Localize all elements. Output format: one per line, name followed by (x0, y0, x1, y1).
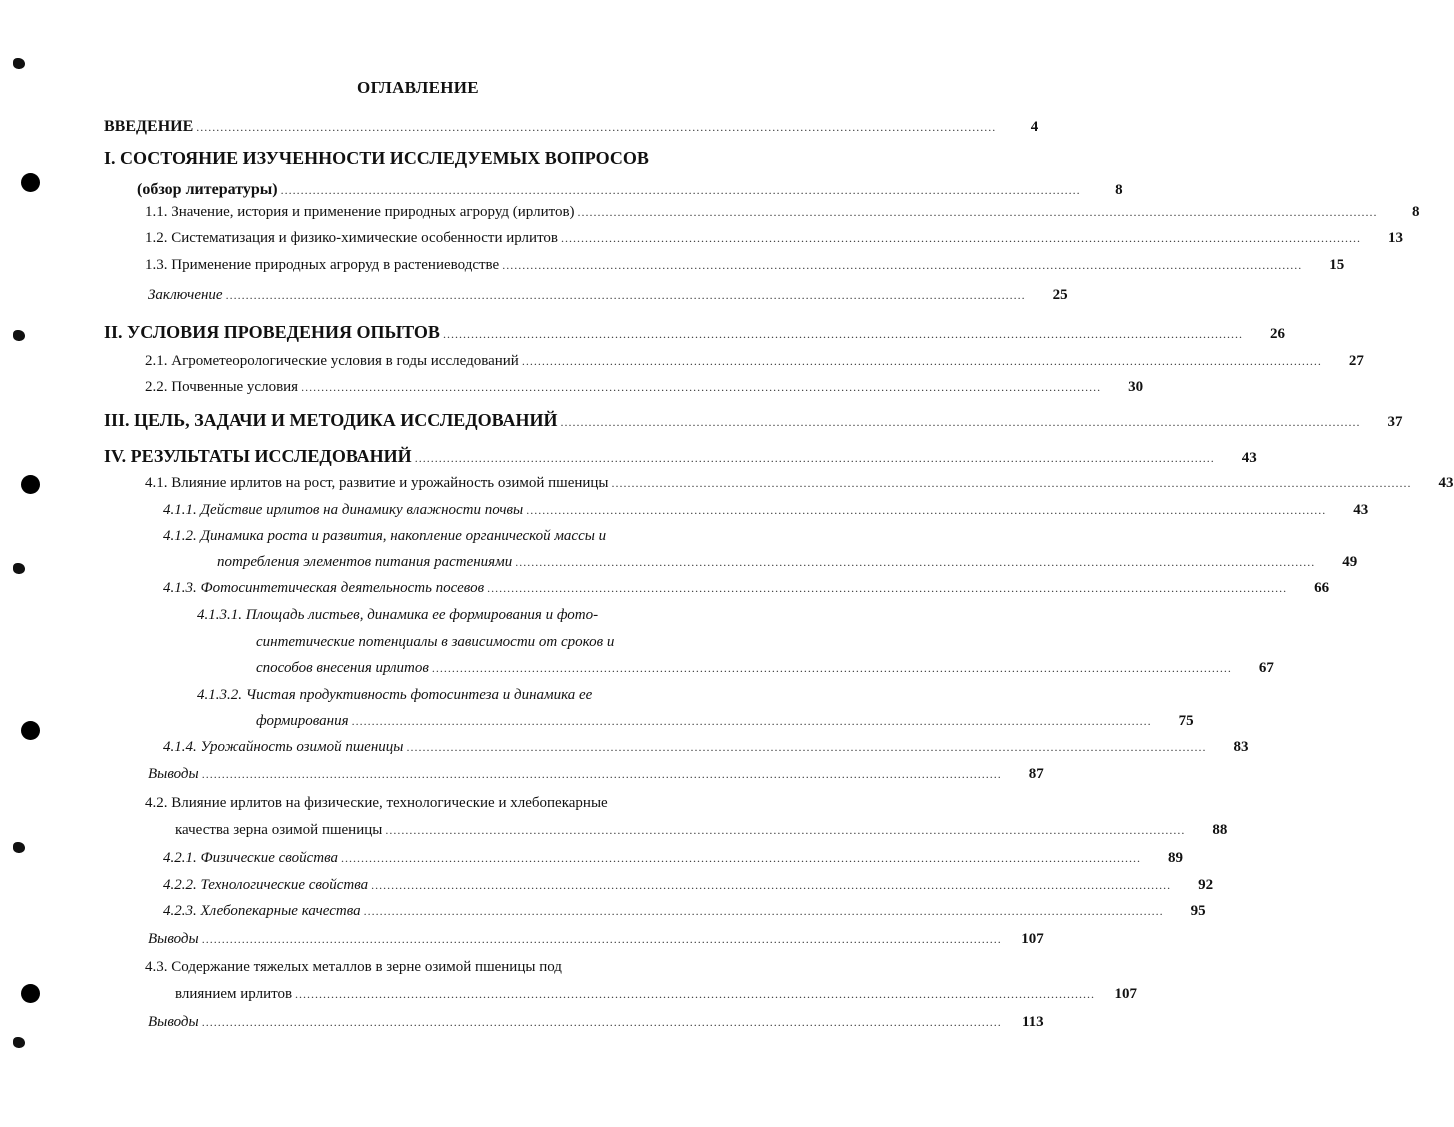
toc-entry-text: 4.1.3. Фотосинтетическая деятельность посевов (163, 580, 485, 596)
toc-entry-line (148, 931, 1044, 953)
toc-title: ОГЛАВЛЕНИЕ (357, 78, 479, 97)
page-number: 4 (1030, 119, 1039, 135)
toc-entry-line (145, 353, 1364, 375)
page-number: 95 (1190, 903, 1206, 919)
scan-smudge (13, 563, 25, 574)
toc-entry-line (197, 607, 744, 629)
dot-leader: ........................................................................................................................................................................................................ (521, 354, 1322, 368)
punch-hole (21, 173, 40, 192)
toc-entry-line (137, 181, 1123, 203)
page-number: 88 (1212, 822, 1228, 838)
page-number: 75 (1178, 713, 1194, 729)
dot-leader: ........................................................................................................................................................................................................ (577, 205, 1378, 219)
toc-entry-text: 4.1.4. Урожайность озимой пшеницы (163, 739, 404, 755)
dot-leader: ........................................................................................................................................................................................................ (196, 120, 997, 134)
toc-entry-line (145, 959, 744, 981)
toc-entry-line (145, 475, 1454, 497)
toc-entry-text: 4.2.2. Технологические свойства (163, 877, 369, 893)
page-number: 66 (1314, 580, 1330, 596)
toc-entry-line (163, 528, 744, 550)
dot-leader: ........................................................................................................................................................................................................ (340, 851, 1141, 865)
punch-hole (21, 721, 40, 740)
dot-leader: ........................................................................................................................................................................................................ (201, 1015, 1002, 1029)
dot-leader: ........................................................................................................................................................................................................ (351, 714, 1152, 728)
toc-entry-text: качества зерна озимой пшеницы (175, 822, 383, 838)
toc-entry-line (104, 446, 1257, 468)
toc-entry-text: синтетические потенциалы в зависимости от сроков и (256, 634, 615, 650)
punch-hole (21, 475, 40, 494)
toc-entry-text: (обзор литературы) (137, 181, 278, 198)
toc-entry-line (256, 660, 1274, 682)
toc-entry-line (163, 850, 1183, 872)
toc-entry-line (256, 713, 1194, 735)
dot-leader: ........................................................................................................................................................................................................ (526, 503, 1327, 517)
toc-entry-text: IV. РЕЗУЛЬТАТЫ ИССЛЕДОВАНИЙ (104, 446, 412, 466)
toc-entry-line (145, 379, 1144, 401)
toc-entry-text: Заключение (148, 287, 223, 303)
toc-entry-line (163, 739, 1249, 761)
dot-leader: ........................................................................................................................................................................................................ (201, 767, 1002, 781)
dot-leader: ........................................................................................................................................................................................................ (487, 581, 1288, 595)
toc-entry-text: 1.1. Значение, история и применение природных агроруд (ирлитов) (145, 204, 575, 220)
page-number: 92 (1198, 877, 1214, 893)
dot-leader: ........................................................................................................................................................................................................ (301, 380, 1102, 394)
toc-entry-line (145, 795, 744, 817)
page-number: 89 (1167, 850, 1183, 866)
page-number: 37 (1387, 414, 1403, 430)
toc-entry-text: II. УСЛОВИЯ ПРОВЕДЕНИЯ ОПЫТОВ (104, 322, 440, 342)
toc-entry-line (217, 554, 1358, 576)
page-number: 8 (1115, 182, 1123, 198)
dot-leader: ........................................................................................................................................................................................................ (363, 904, 1164, 918)
dot-leader: ........................................................................................................................................................................................................ (561, 231, 1362, 245)
page-number: 25 (1052, 287, 1068, 303)
toc-entry-text: влиянием ирлитов (175, 986, 293, 1002)
dot-leader: ........................................................................................................................................................................................................ (502, 258, 1303, 272)
toc-entry-line (104, 148, 744, 170)
page-number: 87 (1028, 766, 1044, 782)
toc-entry-text: I. СОСТОЯНИЕ ИЗУЧЕННОСТИ ИССЛЕДУЕМЫХ ВОПРОСОВ (104, 148, 649, 168)
dot-leader: ........................................................................................................................................................................................................ (442, 327, 1243, 341)
scan-smudge (13, 1037, 25, 1048)
page-number: 26 (1269, 326, 1285, 342)
page-number: 15 (1329, 257, 1345, 273)
dot-leader: ........................................................................................................................................................................................................ (225, 288, 1026, 302)
dot-leader: ........................................................................................................................................................................................................ (515, 555, 1316, 569)
page-number: 43 (1438, 475, 1454, 491)
toc-entry-text: 2.2. Почвенные условия (145, 379, 299, 395)
toc-entry-text: Выводы (148, 766, 199, 782)
dot-leader: ........................................................................................................................................................................................................ (371, 878, 1172, 892)
page-number: 43 (1241, 450, 1257, 466)
toc-entry-line (148, 1014, 1044, 1036)
toc-entry-text: 4.1.3.1. Площадь листьев, динамика ее формирования и фото- (197, 607, 599, 623)
toc-entry-line (104, 322, 1285, 344)
toc-entry-line (175, 986, 1138, 1008)
toc-entry-line (104, 410, 1403, 432)
toc-entry-line (148, 287, 1068, 309)
page-number: 13 (1388, 230, 1404, 246)
page-number: 8 (1412, 204, 1420, 220)
toc-entry-line (148, 766, 1044, 788)
toc-entry-text: 4.1.1. Действие ирлитов на динамику влажности почвы (163, 502, 524, 518)
toc-entry-text: ВВЕДЕНИЕ (104, 118, 194, 135)
dot-leader: ........................................................................................................................................................................................................ (280, 183, 1081, 197)
toc-entry-text: потребления элементов питания растениями (217, 554, 513, 570)
toc-entry-line (163, 903, 1206, 925)
toc-entry-line (104, 118, 1039, 140)
toc-entry-text: способов внесения ирлитов (256, 660, 429, 676)
toc-entry-line (256, 634, 744, 656)
page-number: 113 (1022, 1014, 1044, 1030)
toc-entry-text: Выводы (148, 931, 199, 947)
scan-smudge (13, 330, 25, 341)
scan-smudge (13, 842, 25, 853)
punch-hole (21, 984, 40, 1003)
dot-leader: ........................................................................................................................................................................................................ (431, 661, 1232, 675)
dot-leader: ........................................................................................................................................................................................................ (406, 740, 1207, 754)
toc-entry-line (163, 877, 1214, 899)
page-number: 30 (1128, 379, 1144, 395)
page-number: 107 (1114, 986, 1138, 1002)
dot-leader: ........................................................................................................................................................................................................ (560, 415, 1361, 429)
toc-entry-text: 4.1.3.2. Чистая продуктивность фотосинтеза и динамика ее (197, 687, 593, 703)
toc-entry-line (145, 230, 1404, 252)
toc-entry-line (163, 580, 1330, 602)
dot-leader: ........................................................................................................................................................................................................ (385, 823, 1186, 837)
toc-entry-text: III. ЦЕЛЬ, ЗАДАЧИ И МЕТОДИКА ИССЛЕДОВАНИЙ (104, 410, 558, 430)
toc-entry-line (145, 204, 1420, 226)
scan-smudge (13, 58, 25, 69)
toc-entry-text: 4.3. Содержание тяжелых металлов в зерне озимой пшеницы под (145, 959, 562, 975)
page-number: 67 (1258, 660, 1274, 676)
toc-entry-line (163, 502, 1369, 524)
dot-leader: ........................................................................................................................................................................................................ (611, 476, 1412, 490)
page-number: 49 (1342, 554, 1358, 570)
toc-entry-text: Выводы (148, 1014, 199, 1030)
toc-entry-text: 4.1. Влияние ирлитов на рост, развитие и урожайность озимой пшеницы (145, 475, 609, 491)
page-number: 27 (1348, 353, 1364, 369)
page-number: 83 (1233, 739, 1249, 755)
toc-entry-text: 4.2.1. Физические свойства (163, 850, 338, 866)
toc-entry-text: 2.1. Агрометеорологические условия в годы исследований (145, 353, 519, 369)
dot-leader: ........................................................................................................................................................................................................ (201, 932, 1002, 946)
toc-entry-line (197, 687, 744, 709)
toc-entry-line (145, 257, 1345, 279)
toc-entry-text: 1.2. Систематизация и физико-химические особенности ирлитов (145, 230, 559, 246)
toc-entry-text: 4.2. Влияние ирлитов на физические, технологические и хлебопекарные (145, 795, 608, 811)
toc-entry-text: формирования (256, 713, 349, 729)
dot-leader: ........................................................................................................................................................................................................ (295, 987, 1096, 1001)
toc-entry-text: 4.1.2. Динамика роста и развития, накопление органической массы и (163, 528, 607, 544)
page-number: 107 (1021, 931, 1044, 947)
toc-entry-text: 4.2.3. Хлебопекарные качества (163, 903, 361, 919)
page-number: 43 (1353, 502, 1369, 518)
dot-leader: ........................................................................................................................................................................................................ (414, 451, 1215, 465)
toc-entry-line (175, 822, 1228, 844)
toc-entry-text: 1.3. Применение природных агроруд в растениеводстве (145, 257, 500, 273)
